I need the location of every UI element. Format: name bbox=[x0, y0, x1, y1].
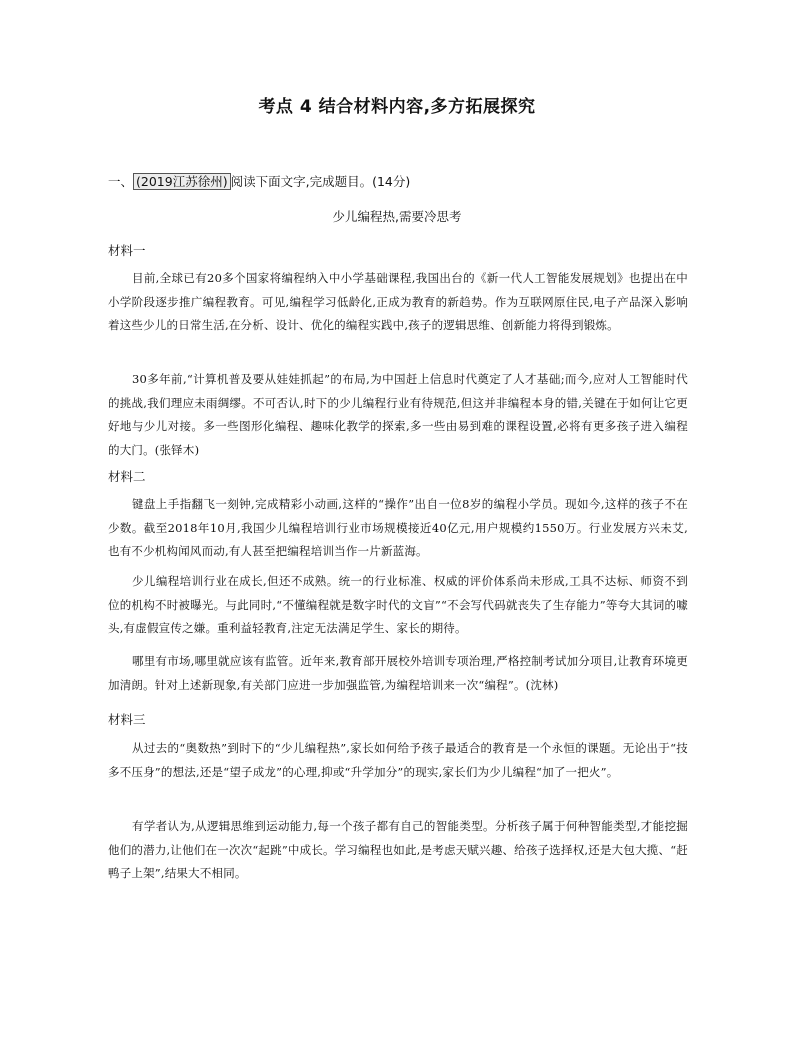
source-tag[interactable]: (2019江苏徐州) bbox=[133, 173, 231, 190]
paragraph: 30多年前,“计算机普及要从娃娃抓起”的布局,为中国赶上信息时代奠定了人才基础;而今,应对人工智能时代的挑战,我们理应未雨绸缪。不可否认,时下的少儿编程行业有待规范,但这并非编程本身的错,关键在于如何让它更好地与少儿对接。多一些图形化编程、趣味化教学的探索,多一些由易到难的课程设置,必将有更多孩子进入编程的大门。(张铎木) bbox=[108, 372, 688, 457]
question-instruction: 阅读下面文字,完成题目。(14分) bbox=[230, 174, 411, 189]
section-label-1: 材料一 bbox=[108, 243, 146, 258]
paragraph: 哪里有市场,哪里就应该有监管。近年来,教育部开展校外培训专项治理,严格控制考试加分项目,让教育环境更加清朗。针对上述新现象,有关部门应进一步加强监管,为编程培训来一次“编程”。(沈林) bbox=[108, 654, 688, 692]
question-number: 一、 bbox=[108, 174, 134, 189]
page-title: 考点 4 结合材料内容,多方拓展探究 bbox=[258, 97, 536, 117]
paragraph: 从过去的“奥数热”到时下的“少儿编程热”,家长如何给予孩子最适合的教育是一个永恒的课题。无论出于“技多不压身”的想法,还是“望子成龙”的心理,抑或“升学加分”的现实,家长们为少儿编程“加了一把火”。 bbox=[108, 741, 688, 779]
section-label-2: 材料二 bbox=[108, 469, 146, 484]
paragraph: 目前,全球已有20多个国家将编程纳入中小学基础课程,我国出台的《新一代人工智能发展规划》也提出在中小学阶段逐步推广编程教育。可见,编程学习低龄化,正成为教育的新趋势。作为互联网原住民,电子产品深入影响着这些少儿的日常生活,在分析、设计、优化的编程实践中,孩子的逻辑思维、创新能力将得到锻炼。 bbox=[108, 271, 688, 332]
paragraph: 少儿编程培训行业在成长,但还不成熟。统一的行业标准、权威的评价体系尚未形成,工具不达标、师资不到位的机构不时被曝光。与此同时,“不懂编程就是数字时代的文盲”“不会写代码就丧失了生存能力”等夸大其词的噱头,有虚假宣传之嫌。重利益轻教育,注定无法满足学生、家长的期待。 bbox=[108, 574, 688, 635]
section-label-3: 材料三 bbox=[108, 712, 146, 727]
paragraph: 键盘上手指翻飞一刻钟,完成精彩小动画,这样的“操作”出自一位8岁的编程小学员。现如今,这样的孩子不在少数。截至2018年10月,我国少儿编程培训行业市场规模接近40亿元,用户规模约1550万。行业发展方兴未艾,也有不少机构闻风而动,有人甚至把编程培训当作一片新蓝海。 bbox=[108, 497, 688, 558]
paragraph: 有学者认为,从逻辑思维到运动能力,每一个孩子都有自己的智能类型。分析孩子属于何种智能类型,才能挖掘他们的潜力,让他们在一次次“起跳”中成长。学习编程也如此,是考虑天赋兴趣、给孩子选择权,还是大包大揽、“赶鸭子上架”,结果大不相同。 bbox=[108, 819, 688, 880]
question-header bbox=[108, 172, 410, 190]
article-title: 少儿编程热,需要冷思考 bbox=[332, 209, 462, 224]
